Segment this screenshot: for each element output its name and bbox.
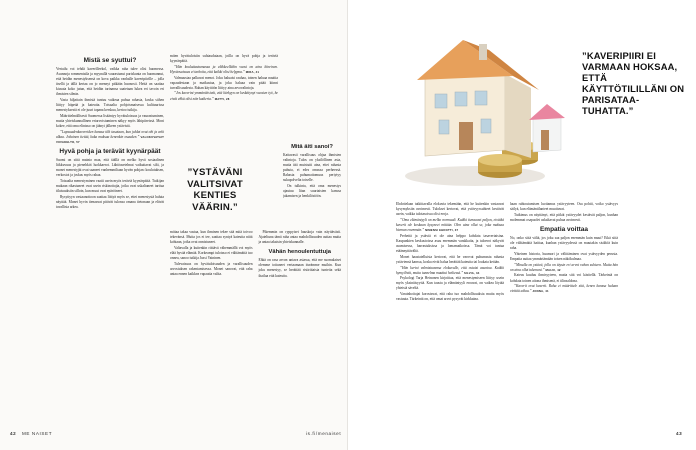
center-footer [306, 431, 341, 436]
body-paragraph: Rysyttyyn vastaanottoon saattaa liittyä myös se, ettei menestystä haluta näyttää. Monet hyvin tienaavat pitävät tulonsa omana tietonaan ja elävät tavallista arkea. [56, 195, 164, 210]
body-paragraph: Tulevaisuus on hyvätuloisuuden ja varallisuuden arvostuksen rakentamisessa. Monet sanovat, että raha antaa ennen kaikkea vapautta valita. [170, 261, 253, 276]
body-paragraph [396, 266, 504, 276]
coin-shadow [405, 166, 545, 186]
body-paragraph: Kattavasti varallisuus ohjaa ihmisten valintoja. Tulos on yksilöllinen asia, mutta äiti muistutti aina, ettei rahasta puhuta, ei edes omassa perheessä. Rahasta puhumattomuus periytyy sukupolvelta toiselle. [283, 153, 341, 183]
body-paragraph: Vertailu voi tehdä kaverilleekol, vaikka raha tulee olisi huomessa. Asunnoja rommentaila ja myynallä vaurastunut pariskunta on huomannut, että heidän menestyksensä on kova paikka vanhalle kaveripiirille – jolla itsellä ja tällä kertaa on jo mennyt pitkään huonosti. Heitä on saattaa kiusata koko jutun, että heidän tarinansa saatetaan lukea eri tavoin eri ihmisten silmin. [56, 67, 164, 97]
body-paragraph: Suomi on siitä mainio maa, että täällä on melko hyvä sosiaalinen liikkuvuus ja pienehköt luokkaerot. Lähtöasetelmat vaikuttavat silti, ja monet menestyjät ovat saaneet vanhemmiltaan hyvän pohjan: koulutuksen, verkostot ja joskus myös rahaa. [56, 158, 164, 178]
body-paragraph: Ehkä on rasa arvon antava asiassa, että me suomalaiset olemme tottuneet vertaamaan itseämme muihin. Kun joku menestyy, se herättää ristiriitaisia tunteita sekä ihailua että kateutta. [258, 258, 341, 278]
heading-mita-aiti-sanoi: Mitä äiti sanoi? [291, 144, 333, 150]
body-paragraph: Määrittelmällisesti Suomessa lisääntyy hyvätuloisuus ja vaurastuminen, mutta yhteiskunnallinen eriarvoistuminen näkyy myös lähipiireissä. Moni kokee, että oma elintaso on jäänyt jälkeen ystävistä. [56, 114, 164, 129]
heading-empatia-voittaa: Empatia voittaa [539, 225, 589, 233]
body-paragraph: miten hyvätuloisiin suhtaudutaan, joilla on hyvä pohja ja teräviä kyynärpäitä. [170, 54, 278, 64]
body-paragraph: Kateus kuuluu ihmisyyteen, mutta sitä voi käsitellä. Tärkeintä on kohdata toinen aitona ihmisenä, ei tilinsaldona. [510, 273, 618, 283]
heading-mista-se-syuttui: Mistä se syuttui? [83, 57, 137, 64]
left-col-2-bottom [170, 230, 341, 426]
body-paragraph [170, 65, 278, 75]
body-paragraph: Pikemmin on ryppyiset hauskoja vain näyttävästi. Ajateltuna tämä raha antaa mahdollisuuden auttaa muita ja antaa takaisin yhteiskunnalle. [258, 230, 341, 245]
left-col-1 [56, 54, 164, 426]
body-paragraph [170, 91, 278, 101]
houses-on-coins-illustration [355, 0, 573, 196]
large-house [417, 40, 539, 158]
right-footer [676, 431, 682, 436]
body-paragraph [510, 263, 618, 273]
quote-credit: VALOKUVATAIT VIIVAKELTO, 57 [56, 135, 164, 145]
quote-credit: SILVIA, 34 [463, 270, 480, 275]
pull-quote-left: ”YSTÄVÄNI VALITSIVAT KENTIES VÄÄRIN.” [187, 167, 243, 213]
body-paragraph: Tutkimus on näyttänyt, että pitkät ystävyydet kestävät paljon, kunhan molemmat osapuolet uskaltavat puhua avoimesti. [510, 212, 618, 222]
body-paragraph: Valtavalla ja kuitenkin riittävä vähemmällä voi myös elää hyvää elämää. Korkeampi tulotaso ei välttämättä tuo onnea, sanoo tutkija Jussi Vaininen. [170, 245, 253, 261]
body-paragraph: Vasta hiljattain ihmistä tuntuu vaikeaa puhua rahasta, koska siihen liittyy häpeää ja kateutta. Toisaalta pohjoismaisessa kulttuurissa menestyksestä ei ole juuri tapana kerskua, kertoo tutkija. [56, 98, 164, 113]
body-paragraph: Monet haastatelluista kertovat, että he varovat puhumasta rahasta ystäviensä kanssa, koska eivät halua herättää kateutta tai loukata ketään. [396, 254, 504, 264]
body-paragraph: Psykologi Tarja Heinonen kirjoittaa, että menestymiseen liittyy usein myös yksinäisyyttä. Kun tausta ja elämäntyyli eroavat, on vaikea löytää yhteistä säveltä. [396, 276, 504, 291]
interview-quote: ”Oma elämäntyyli on melko normaali. Kaikki tienaavat paljon, eivätkä kaverit ole koskaan kysyneet mitään. Olen aina ollut se, joka maksaa hieman enemmän.” [396, 217, 504, 233]
interview-quote: ”Kaverit ovat kaverit. Raha ei määrittele sitä, kenen kanssa haluan viettää aikaa.” [510, 284, 618, 294]
heading-vahan-henoulentuttuja: Vähän henoulentuttuja [268, 249, 331, 256]
page-number-left: 42 [10, 431, 17, 436]
body-paragraph: Yhteinen historia, huumori ja välittäminen ovat ystävyyden perusta. Empatia auttaa ymmärtämään toisen näkökulmaa. [510, 251, 618, 261]
magazine-name: ME NAISET [21, 431, 53, 436]
left-footer [10, 431, 52, 436]
interview-quote: ”Hän kouluttautumassa ja eläkkeelläkin vuosi on aina kiireinen. Hyväosaisuus ei tarkoita, että kaikki olisi helppoa.” [170, 64, 278, 74]
quote-credit: NIMENSI EHDOTTI, 37 [425, 228, 459, 233]
magazine-url: is.fi/menaiset [306, 431, 342, 436]
right-col-1 [396, 202, 504, 426]
body-paragraph: Valmuustaa palkavat menot. Joku haluaisi rauhaa, toinen haluaa nauttia vapaudestaan ja matkustaa, ja joku haluaa vain pitää kiinni turvallisuudesta. Rahan käyttöön liittyy aina arvovalintoja. [170, 75, 278, 90]
left-col-3-top [283, 140, 341, 230]
quote-credit: MIRA, 41 [245, 69, 260, 74]
pull-quote-right: ”KAVERIPIIRI EI VARMAAN HOKSAA, ETTÄ KÄYTTÖTILILLÄNI ON PARISATAA-TUHATTA.” [582, 50, 685, 116]
interview-quote: ”Lapsuudenkavereiden kanssa tilit tasataan, kun juhlat ovat ohi ja arki alkaa. Jokainen tietää, kuka maksaa kenenkin osuuden.” [56, 129, 164, 139]
quote-credit: MAIJU, 42 [545, 267, 561, 272]
quote-credit: JONNA, 41 [532, 289, 549, 294]
quote-credit: MATTI, 28 [214, 96, 230, 101]
small-house [529, 104, 565, 152]
body-paragraph: haan ruhtoutumisen luottamus ystävyyteen. Osa pohtii, voiko ystävyys säilyä, kun elämäntilanteet muuttuvat. [510, 202, 618, 212]
body-paragraph: mittaa takaa vastaa, kun ihminen tekee sitä mitä toivoo tekevänsä. Mutta jos ei tee, saattaa syntyä kateutta niitä kohtaan, jotka ovat onnistuneet. [170, 230, 253, 245]
interview-quote: ”Minulla on ystävä, jolla on täysin eri arvot rahan suhteen. Mutta hän on aina ollut tukenani.” [510, 262, 618, 272]
body-paragraph: No, onko siitä väliä, jos joku saa paljon enemmän kuin muut? Eikä siitä ole välttämättä haittaa, kunhan ystävyydessä on muutakin sisältöä kuin raha. [510, 235, 618, 251]
left-col-2-top [170, 54, 278, 164]
body-paragraph: On tulkinta, että oma menestys ajautuu liian suurtaisten kanssa jakamisen ja henkilöstöön. [283, 184, 341, 199]
body-paragraph [396, 218, 504, 233]
right-col-2 [510, 202, 618, 426]
page-number-right: 43 [676, 431, 683, 436]
body-paragraph: Perhettä ja ystäviä ei ole aina helppo kohdata tasavertaisina. Kaupunkien keskustoissa asuu enemmän varakkaita, ja tuloerot näkyvät asumisessa, harrastuksissa ja lomamatkoissa. Tämä voi tuntua etäännyttävältä. [396, 233, 504, 254]
interview-quote: ”Jos kaverini ymmärtäisivät, että kärkyyn on keskittynyt vuosien työ, he eivät ehkä olisi niin katkeria.” [170, 91, 278, 101]
body-paragraph: Ehdottelaan tutkittavalla elokuvia tekemään, että he kuitenkin vastaavat kysymyksiin avoimesti. Tulokset kertovat, että ystävyyssuhteet kestävät usein, vaikka tulotasoissa olisi eroja. [396, 202, 504, 217]
body-paragraph [56, 130, 164, 145]
body-paragraph: Varainhoitajat korostavat, että raha tuo mahdollisuuksia mutta myös vastuuta. Tärkeintä on, että omat arvot pysyvät kirkkaina. [396, 292, 504, 302]
body-paragraph [510, 284, 618, 294]
heading-hyva-pohja: Hyvä pohja ja terävät kyynärpäät [59, 148, 161, 156]
interview-quote: ”Hän kertoi valmistuvansa elokuvalle, että ostaisi asuntoa. Kaikki hymyilivät, mutta tunnelma muuttui hetkessä.” [396, 265, 504, 275]
body-paragraph: Toisaalta menestyminen vaatii usein myös teräviä kyynärpäitä. Tutkijan mukaan rikastuneet ovat usein riskinottajia, jotka ovat uskaltaneet tarttua tilaisuuksiin silloin, kun muut ovat epäröineet. [56, 179, 164, 194]
